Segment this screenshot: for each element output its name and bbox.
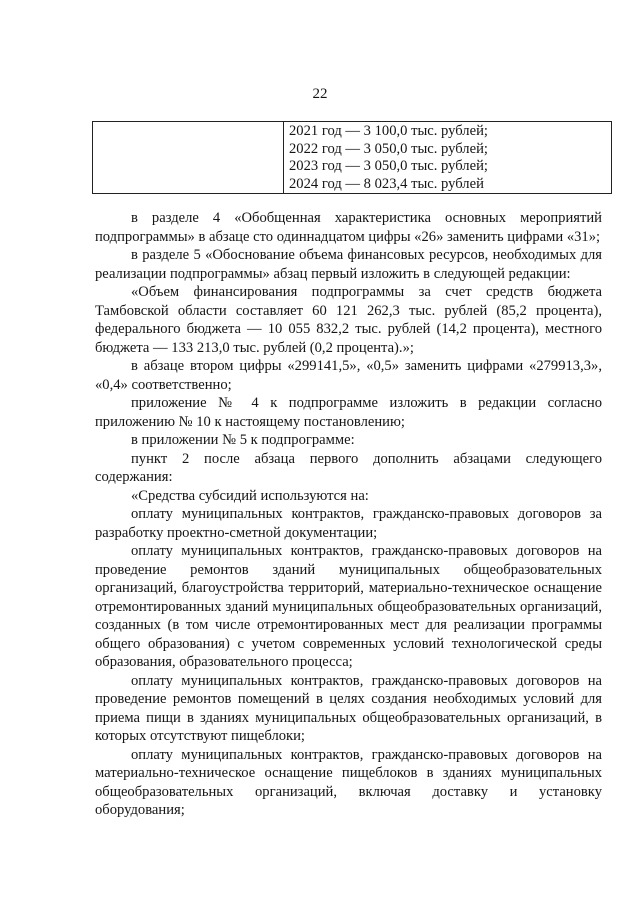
year-line-2022: 2022 год — 3 050,0 тыс. рублей; bbox=[289, 140, 488, 157]
paragraph-section4: в разделе 4 «Обобщенная характеристика основных мероприятий подпрограммы» в абзаце сто одиннадцатом цифры «26» заменить цифрами «31»; bbox=[95, 210, 602, 245]
funding-table bbox=[92, 121, 612, 194]
table-cell-years bbox=[284, 122, 612, 194]
paragraph-subsidies: «Средства субсидий используются на: bbox=[131, 487, 369, 504]
page-number: 22 bbox=[312, 86, 328, 102]
paragraph-section5: в разделе 5 «Обоснование объема финансовых ресурсов, необходимых для реализации подпрограммы» абзац первый изложить в следующей редакции: bbox=[95, 247, 602, 282]
paragraph-appendix5: в приложении № 5 к подпрограмме: bbox=[131, 432, 355, 448]
year-line-2024: 2024 год — 8 023,4 тыс. рублей bbox=[289, 175, 484, 192]
paragraph-funding-quote: «Объем финансирования подпрограммы за счет средств бюджета Тамбовской области составляет 60 121 262,3 тыс. рублей (85,2 процента), федерального бюджета — 10 055 832,2 тыс. рублей (14,2 процента), местного бюджета — 133 213,0 тыс. рублей (0,2 процента).»; bbox=[95, 284, 602, 356]
paragraph-point2: пункт 2 после абзаца первого дополнить абзацами следующего содержания: bbox=[95, 450, 602, 485]
paragraph-second-abzac: в абзаце втором цифры «299141,5», «0,5» заменить цифрами «279913,3», «0,4» соответственно; bbox=[95, 358, 602, 393]
paragraph-design-docs: оплату муниципальных контрактов, гражданско-правовых договоров за разработку проектно-сметной документации; bbox=[95, 506, 602, 541]
paragraph-canteen-repairs: оплату муниципальных контрактов, гражданско-правовых договоров на проведение ремонтов помещений в целях создания необходимых условий для приема пищи в зданиях муниципальных общеобразовательных организаций, в которых отсутствуют пищеблоки; bbox=[95, 672, 602, 744]
year-line-2021: 2021 год — 3 100,0 тыс. рублей; bbox=[289, 123, 488, 139]
table-cell-empty bbox=[93, 122, 284, 194]
paragraph-canteen-equipment: оплату муниципальных контрактов, гражданско-правовых договоров на материально-техническое оснащение пищеблоков в зданиях муниципальных общеобразовательных организаций, включая доставку и установку оборудования; bbox=[95, 746, 602, 818]
document-body bbox=[95, 209, 602, 820]
year-line-2023: 2023 год — 3 050,0 тыс. рублей; bbox=[289, 158, 488, 174]
paragraph-building-repairs: оплату муниципальных контрактов, гражданско-правовых договоров на проведение ремонтов зданий муниципальных общеобразовательных организаций, благоустройства территорий, материально-техническое оснащение отремонтированных зданий муниципальных общеобразовательных организаций, созданных (в том числе отремонтированных мест для реализации программы общего образования) с учетом современных условий технологической среды образования, образовательного процесса; bbox=[95, 543, 602, 670]
table-row bbox=[93, 122, 612, 194]
paragraph-appendix4: приложение № 4 к подпрограмме изложить в редакции согласно приложению № 10 к настоящему постановлению; bbox=[95, 395, 602, 430]
